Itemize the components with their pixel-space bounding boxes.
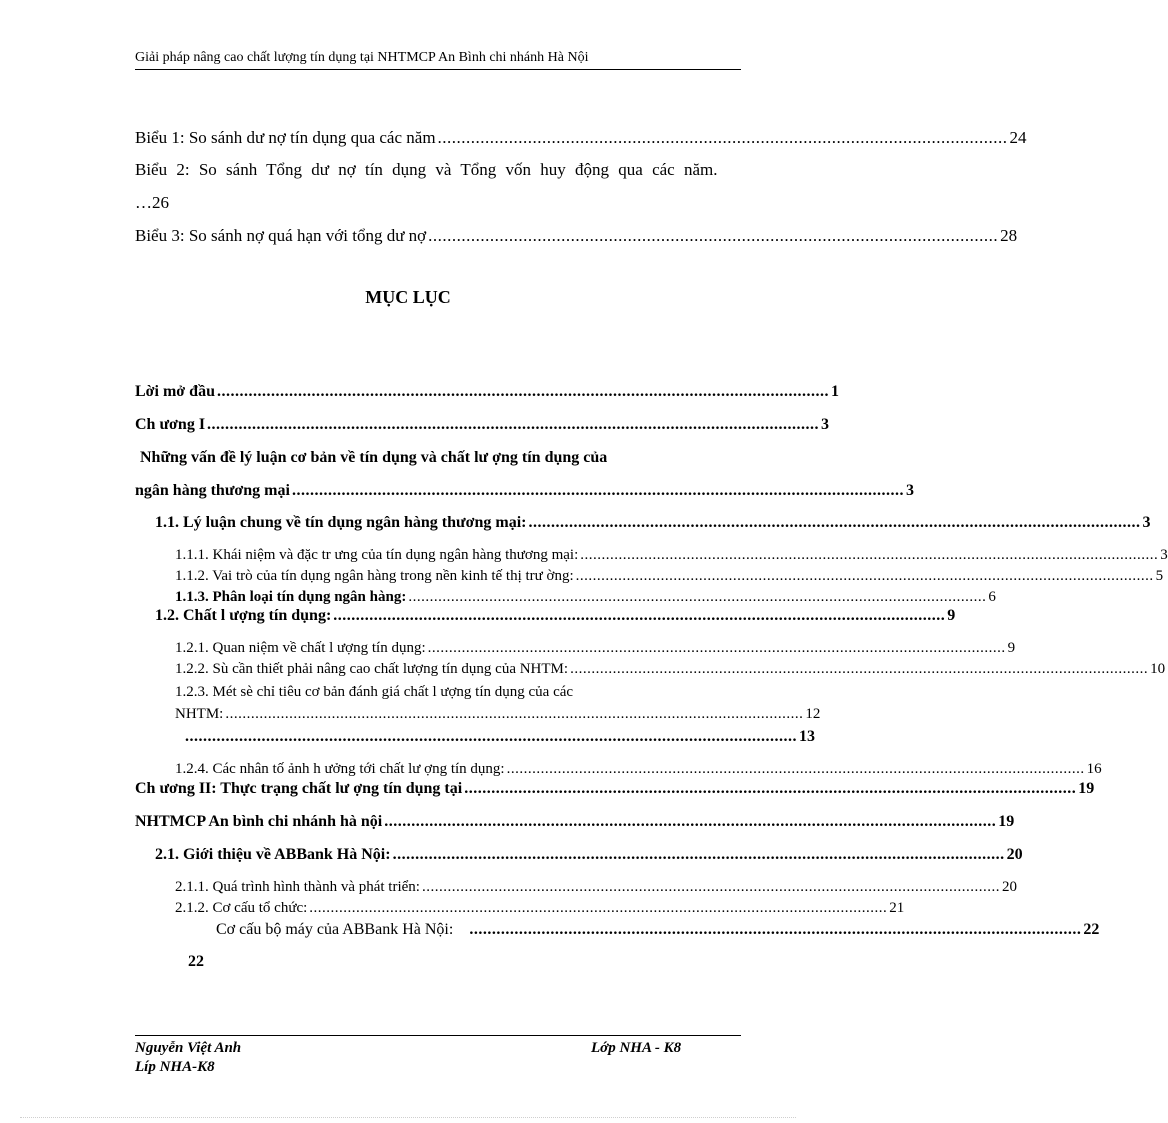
footer-rule <box>135 1035 741 1036</box>
dot-leader: ........................................................................................................................ <box>428 226 999 245</box>
dot-leader: ........................................................................................................................................ <box>309 900 888 916</box>
dot-leader: ........................................................................................................................................ <box>333 607 946 624</box>
toc-orphan-page-number: 22 <box>188 953 204 970</box>
toc-entry-1-2-3[interactable]: 1.2.3. Mét sè chỉ tiêu cơ bản đánh giá chất l ượng tín dụng của các <box>175 684 574 700</box>
footer-class-left: Líp NHA-K8 <box>135 1059 215 1075</box>
dot-leader: ........................................................................................................................................ <box>528 514 1141 531</box>
toc-entry-chuong-1-title-cont[interactable]: ngân hàng thương mại ........................................................................................................................................ 3 <box>135 482 914 499</box>
dot-leader: ........................................................................................................................................ <box>575 568 1154 584</box>
toc-entry-2-1[interactable]: 2.1. Giới thiệu về ABBank Hà Nội: ........................................................................................................................................ 20 <box>155 846 1023 863</box>
figure-entry-1[interactable]: Biểu 1: So sánh dư nợ tín dụng qua các năm ........................................................................................................................ 24 <box>135 128 1027 147</box>
toc-entry-1-2[interactable]: 1.2. Chất l ượng tín dụng: ........................................................................................................................................ 9 <box>155 607 956 624</box>
toc-entry-chuong-2-cont[interactable]: NHTMCP An bình chi nhánh hà nội ........................................................................................................................................ 19 <box>135 813 1015 830</box>
toc-entry-1-1-3[interactable]: 1.1.3. Phân loại tín dụng ngân hàng: ........................................................................................................................................ 6 <box>175 589 996 605</box>
toc-entry-orphan-13[interactable]: ........................................................................................................................................ 13 <box>185 728 815 745</box>
dot-leader: ........................................................................................................................................ <box>384 813 997 830</box>
page-bottom-edge <box>20 1117 796 1118</box>
dot-leader: ........................................................................................................................................ <box>291 482 904 499</box>
toc-entry-chuong-1[interactable]: Ch ương I ........................................................................................................................................ 3 <box>135 416 830 433</box>
dot-leader: ........................................................................................................................................ <box>421 879 1000 895</box>
dot-leader: ........................................................................................................................................ <box>464 780 1077 797</box>
dot-leader: ........................................................................................................................................ <box>408 589 987 605</box>
toc-entry-1-2-1[interactable]: 1.2.1. Quan niệm về chất l ượng tín dụng: ........................................................................................................................................ 9 <box>175 640 1016 656</box>
toc-entry-1-1[interactable]: 1.1. Lý luận chung về tín dụng ngân hàng thương mại: ........................................................................................................................................ 3 <box>155 514 1151 531</box>
dot-leader: ........................................................................................................................................ <box>207 416 820 433</box>
toc-entry-loi-mo-dau[interactable]: Lời mở đầu ........................................................................................................................................ 1 <box>135 383 839 400</box>
toc-entry-2-1-1[interactable]: 2.1.1. Quá trình hình thành và phát triển: ........................................................................................................................................ 20 <box>175 879 1017 895</box>
toc-entry-chuong-1-title[interactable]: Những vấn đề lý luận cơ bản về tín dụng và chất lư ợng tín dụng của <box>140 449 608 466</box>
dot-leader: ........................................................................................................................................ <box>216 383 829 400</box>
dot-leader: ........................................................................................................................................ <box>580 547 1159 563</box>
footer-author: Nguyễn Việt Anh <box>135 1040 242 1056</box>
figure-entry-2-continuation: …26 <box>135 193 169 212</box>
toc-entry-2-1-2-1[interactable]: Cơ cấu bộ máy của ABBank Hà Nội: ........................................................................................................................................ 22 <box>216 921 1100 938</box>
toc-entry-1-2-4[interactable]: 1.2.4. Các nhân tố ảnh h ưởng tới chất lư ợng tín dụng: ........................................................................................................................................ 16 <box>175 761 1102 777</box>
toc-entry-1-1-2[interactable]: 1.1.2. Vai trò của tín dụng ngân hàng trong nền kinh tế thị trư ờng: ........................................................................................................................................ 5 <box>175 568 1164 584</box>
dot-leader: ........................................................................................................................................ <box>469 921 1082 938</box>
toc-entry-chuong-2[interactable]: Ch ương II: Thực trạng chất lư ợng tín dụng tại ........................................................................................................................................ 19 <box>135 780 1095 797</box>
figure-entry-2[interactable]: Biểu 2: So sánh Tổng dư nợ tín dụng và Tổng vốn huy động qua các năm. <box>135 160 718 179</box>
dot-leader: ........................................................................................................................................ <box>392 846 1005 863</box>
dot-leader: ........................................................................................................................................ <box>506 761 1085 777</box>
dot-leader: ........................................................................................................................................ <box>427 640 1006 656</box>
toc-entry-2-1-2[interactable]: 2.1.2. Cơ cấu tổ chức: ........................................................................................................................................ 21 <box>175 900 905 916</box>
dot-leader: ........................................................................................................................................ <box>570 661 1149 677</box>
dot-leader: ........................................................................................................................................ <box>225 706 804 722</box>
toc-title: MỤC LỤC <box>365 287 451 307</box>
footer-class-right: Lớp NHA - K8 <box>591 1040 682 1056</box>
dot-leader: ........................................................................................................................ <box>437 128 1008 147</box>
page-header-title: Giải pháp nâng cao chất lượng tín dụng tại NHTMCP An Bình chi nhánh Hà Nội <box>135 50 589 65</box>
toc-entry-1-2-2[interactable]: 1.2.2. Sù cần thiết phải nâng cao chất lượng tín dụng của NHTM: ........................................................................................................................................ 10 <box>175 661 1166 677</box>
toc-entry-1-1-1[interactable]: 1.1.1. Khái niệm và đặc tr ưng của tín dụng ngân hàng thương mại: ........................................................................................................................................ 3 <box>175 547 1168 563</box>
toc-entry-1-2-3-cont[interactable]: NHTM: ........................................................................................................................................ 12 <box>175 706 821 722</box>
dot-leader: ........................................................................................................................................ <box>185 728 797 745</box>
figure-entry-3[interactable]: Biểu 3: So sánh nợ quá hạn với tổng dư nợ ........................................................................................................................ 28 <box>135 226 1018 245</box>
header-rule <box>135 69 741 70</box>
